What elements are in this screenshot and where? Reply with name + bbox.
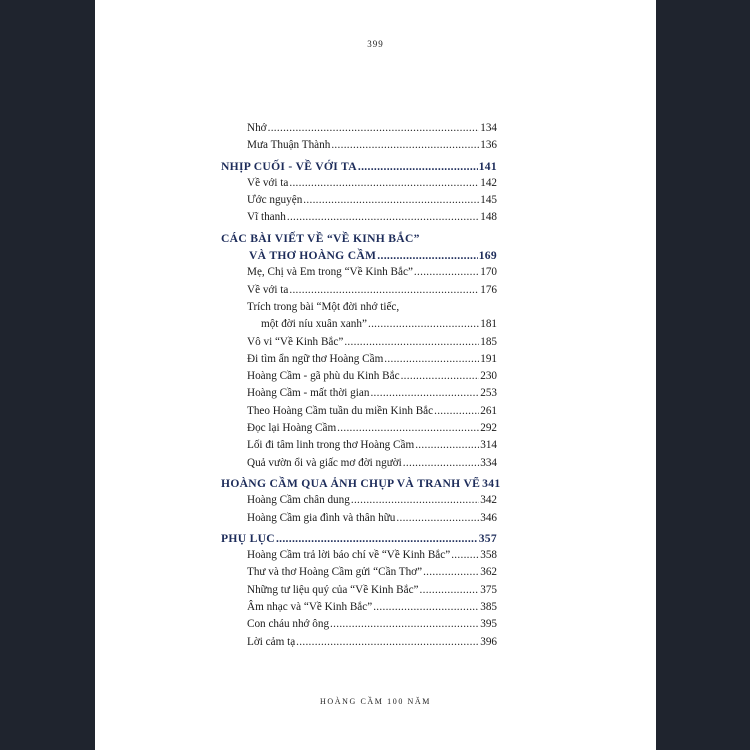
book-page xyxy=(95,0,656,750)
toc-entry xyxy=(221,582,497,599)
toc-entry xyxy=(221,334,497,351)
toc-entry-title: Lời cảm tạ xyxy=(247,635,296,648)
toc-entry xyxy=(221,368,497,385)
dot-leader xyxy=(420,582,480,599)
toc-entry-page: 358 xyxy=(480,549,497,562)
toc-entry-title: Hoàng Cầm chân dung xyxy=(247,494,350,507)
toc-entry-title: Hoàng Cầm gia đình và thân hữu xyxy=(247,511,396,524)
toc-entry-title: Vĩ thanh xyxy=(247,211,286,224)
dot-leader xyxy=(296,634,479,651)
dot-leader xyxy=(276,530,478,547)
dot-leader xyxy=(344,334,479,351)
toc-entry-page: 261 xyxy=(480,404,497,417)
dot-leader xyxy=(330,616,479,633)
toc-entry xyxy=(221,403,497,420)
toc-entry-title: Mưa Thuận Thành xyxy=(247,139,331,152)
toc-section-page: 357 xyxy=(478,531,497,545)
dot-leader xyxy=(358,158,478,175)
dot-leader xyxy=(289,175,479,192)
toc-entry-title: Con cháu nhớ ông xyxy=(247,618,330,631)
toc-entry-line2 xyxy=(221,316,497,333)
toc-entry xyxy=(221,492,497,509)
toc-entry xyxy=(221,634,497,651)
toc-entry-page: 253 xyxy=(480,387,497,400)
toc-section-page: 169 xyxy=(478,249,497,263)
dot-leader xyxy=(423,564,479,581)
toc-entry-title: Vô vi “Về Kinh Bắc” xyxy=(247,335,344,348)
toc-section-title: CÁC BÀI VIẾT VỀ “VỀ KINH BẮC” xyxy=(221,231,420,245)
toc-entry-page: 176 xyxy=(480,283,497,296)
toc-entry-title: Hoàng Cầm trả lời báo chí về “Về Kinh Bắc” xyxy=(247,549,451,562)
toc-entry-page: 185 xyxy=(480,335,497,348)
toc-entry-page: 136 xyxy=(480,139,497,152)
toc-entry-title: Hoàng Cầm - gã phù du Kinh Bắc xyxy=(247,370,400,383)
toc-section-page: 141 xyxy=(478,159,497,173)
toc-entry-page: 191 xyxy=(480,352,497,365)
toc-entry xyxy=(221,192,497,209)
toc-entry-page: 181 xyxy=(480,318,497,331)
toc-entry-title: Đọc lại Hoàng Cầm xyxy=(247,422,337,435)
toc-entry-page: 375 xyxy=(480,583,497,596)
toc-entry-page: 230 xyxy=(480,370,497,383)
toc-entry-title: Đi tìm ẩn ngữ thơ Hoàng Cầm xyxy=(247,352,384,365)
toc-entry-title: Trích trong bài “Một đời nhớ tiếc, xyxy=(247,300,400,313)
toc-entry xyxy=(221,599,497,616)
toc-entry-title: Ước nguyện xyxy=(247,194,303,207)
toc-section-heading xyxy=(221,158,497,175)
toc-section xyxy=(221,475,501,492)
toc-entry-title: Mẹ, Chị và Em trong “Về Kinh Bắc” xyxy=(247,266,413,279)
dot-leader xyxy=(396,510,479,527)
toc-entry-page: 395 xyxy=(480,618,497,631)
toc-entry-title: Lối đi tâm linh trong thơ Hoàng Cầm xyxy=(247,439,415,452)
toc-entry-page: 145 xyxy=(480,194,497,207)
running-footer: HOÀNG CẦM 100 NĂM xyxy=(320,697,431,706)
dot-leader xyxy=(287,209,479,226)
toc-entry xyxy=(221,282,497,299)
toc-entry-page: 134 xyxy=(480,122,497,134)
dot-leader xyxy=(289,282,479,299)
dot-leader xyxy=(373,599,479,616)
dot-leader xyxy=(368,316,479,333)
toc-entry xyxy=(221,351,497,368)
dot-leader xyxy=(268,120,480,137)
toc-entry xyxy=(221,209,497,226)
toc-section-page: 341 xyxy=(482,476,501,490)
toc-entry-page: 342 xyxy=(480,494,497,507)
toc-entry-title: Về với ta xyxy=(247,283,289,296)
toc-entry xyxy=(221,420,497,437)
toc-entry xyxy=(221,264,497,281)
toc-section-title: PHỤ LỤC xyxy=(221,531,275,545)
toc-section-heading-line1 xyxy=(221,230,497,247)
toc-section xyxy=(221,230,497,265)
toc-entry xyxy=(221,385,497,402)
toc-entry-page: 396 xyxy=(480,635,497,648)
dot-leader xyxy=(401,368,480,385)
toc-entry-title: Quả vườn ổi và giấc mơ đời người xyxy=(247,456,402,469)
toc-entry-line1 xyxy=(221,299,497,316)
toc-entry-page: 148 xyxy=(480,211,497,224)
toc-entry xyxy=(221,437,497,454)
toc-entry-title-continued: một đời níu xuân xanh” xyxy=(261,318,367,331)
toc-section-heading xyxy=(221,530,497,547)
toc-entry-page: 385 xyxy=(480,601,497,614)
toc-entry xyxy=(221,455,497,472)
toc-entry-page: 346 xyxy=(480,511,497,524)
toc-entry xyxy=(221,510,497,527)
dot-leader xyxy=(370,385,479,402)
toc-entry-title: Về với ta xyxy=(247,176,289,189)
toc-entry-title: Thư và thơ Hoàng Cầm gửi “Cần Thơ” xyxy=(247,566,423,579)
toc-section xyxy=(221,158,497,175)
dot-leader xyxy=(434,403,479,420)
toc-entry-title: Hoàng Cầm - mất thời gian xyxy=(247,387,370,400)
dot-leader xyxy=(331,137,479,154)
toc-entry xyxy=(221,564,497,581)
toc-entry-title: Nhớ xyxy=(247,122,267,134)
toc-entry xyxy=(221,137,497,154)
toc-section xyxy=(221,530,497,547)
toc-section-title-continued: VÀ THƠ HOÀNG CẦM xyxy=(249,249,377,263)
dot-leader xyxy=(451,547,479,564)
toc-entry-page: 292 xyxy=(480,422,497,435)
dot-leader xyxy=(303,192,479,209)
toc-entry-page: 362 xyxy=(480,566,497,579)
toc-entry xyxy=(221,547,497,564)
dot-leader xyxy=(351,492,479,509)
page-number: 399 xyxy=(367,39,384,49)
toc-entry xyxy=(221,120,497,137)
table-of-contents xyxy=(221,120,501,651)
toc-entry-page: 142 xyxy=(480,176,497,189)
toc-entry-title: Theo Hoàng Cầm tuần du miền Kinh Bắc xyxy=(247,404,434,417)
toc-entry-page: 334 xyxy=(480,456,497,469)
dot-leader xyxy=(414,264,479,281)
toc-section-title: NHỊP CUỐI - VỀ VỚI TA xyxy=(221,159,357,173)
dot-leader xyxy=(415,437,479,454)
toc-section-heading-line2 xyxy=(221,247,497,264)
toc-entry-title: Âm nhạc và “Về Kinh Bắc” xyxy=(247,601,373,614)
toc-entry-title: Những tư liệu quý của “Về Kinh Bắc” xyxy=(247,583,419,596)
toc-section-title: HOÀNG CẦM QUA ẢNH CHỤP VÀ TRANH VẼ xyxy=(221,476,481,490)
toc-entry-page: 314 xyxy=(480,439,497,452)
toc-entry xyxy=(221,616,497,633)
toc-entry-page: 170 xyxy=(480,266,497,279)
dot-leader xyxy=(377,247,477,264)
toc-entry xyxy=(221,175,497,192)
dot-leader xyxy=(403,455,479,472)
toc-section-heading xyxy=(221,475,501,492)
dot-leader xyxy=(337,420,479,437)
dot-leader xyxy=(384,351,479,368)
